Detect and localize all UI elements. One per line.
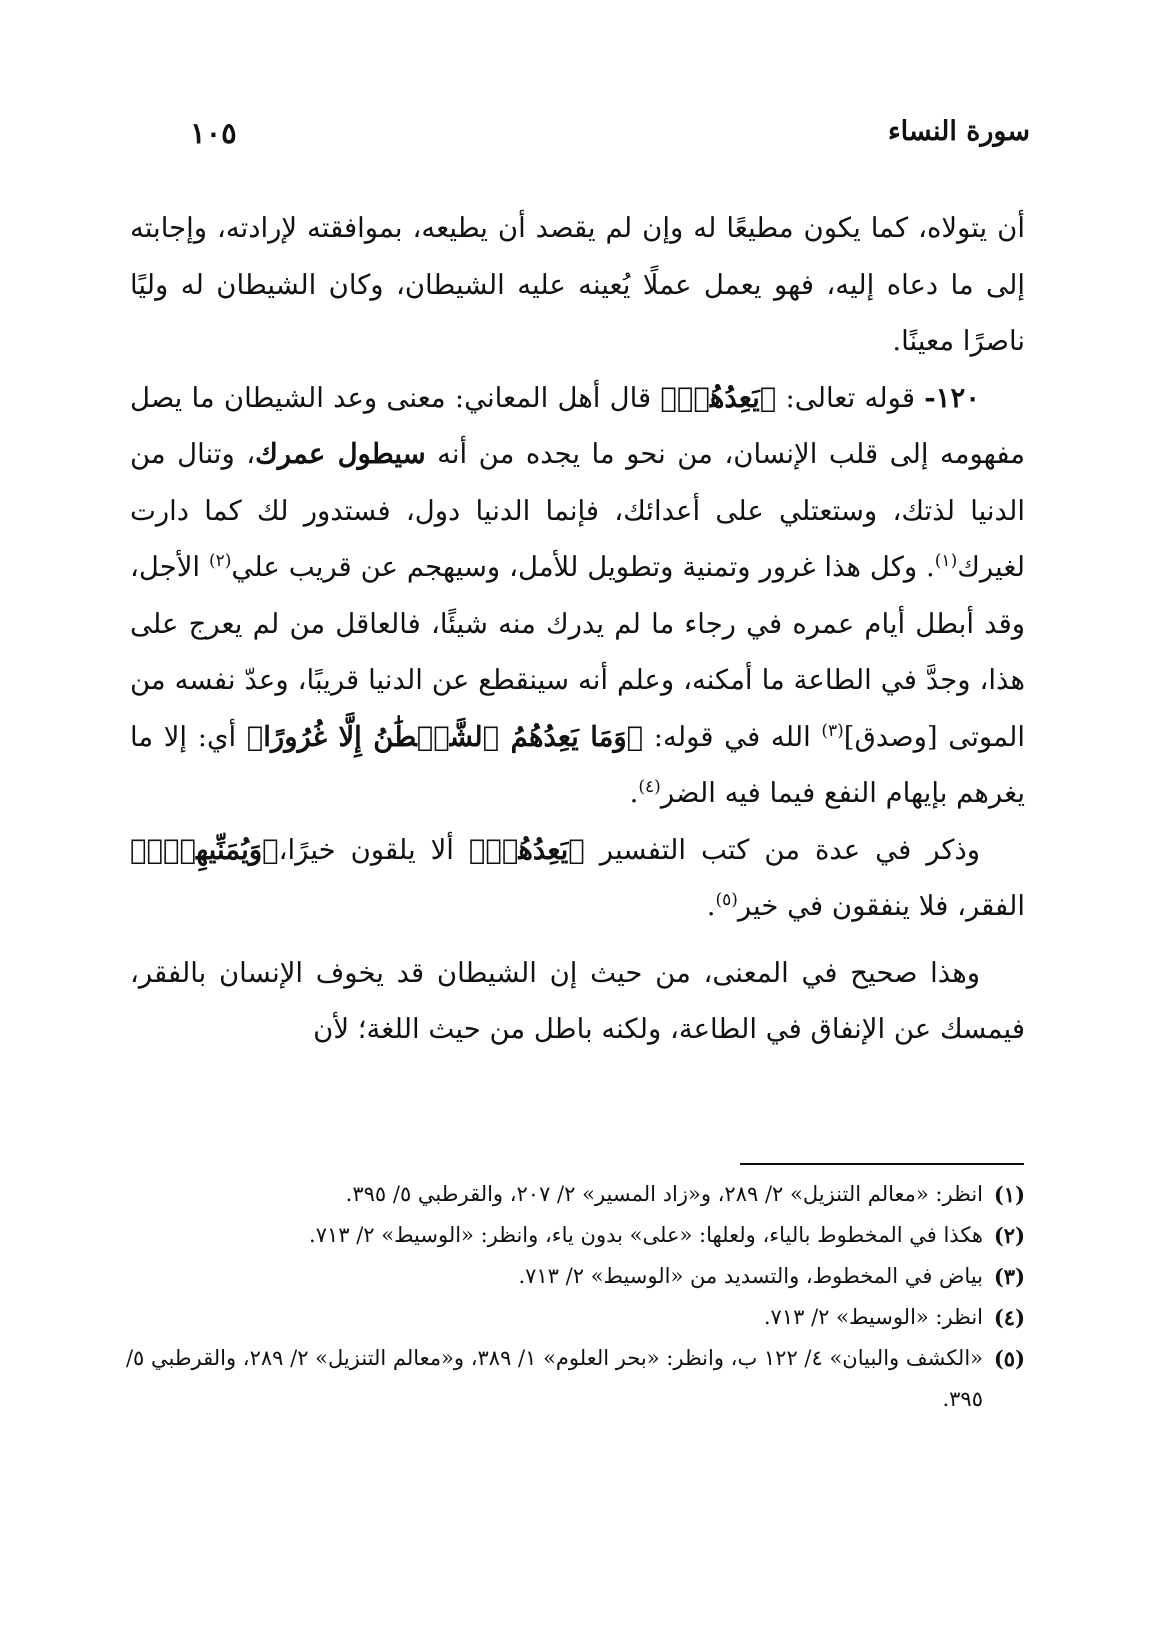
footnote-marker: (٢) (993, 1223, 1025, 1248)
footnote-text: «الكشف والبيان» ٤/ ١٢٢ ب، وانظر: «بحر العلوم» ١/ ٣٨٩، و«معالم التنزيل» ٢/ ٢٨٩، والقرطبي ٥/ ٣٩٥. (125, 1346, 983, 1411)
footnote-ref-3[interactable]: (٣) (821, 720, 844, 741)
footnote-marker: (١) (993, 1182, 1025, 1207)
footnote-marker: (٥) (993, 1346, 1025, 1371)
paragraph-1: أن يتولاه، كما يكون مطيعًا له وإن لم يقصد أن يطيعه، بموافقته لإرادته، وإجابته إلى ما دعاه إليه، فهو يعمل عملًا يُعينه عليه الشيطان، وكان الشيطان له وليًا ناصرًا معينًا. (130, 212, 1025, 357)
quran-quote: ﴿يَعِدُهُمۡ﴾ (660, 381, 777, 414)
text-span: أي: إلا ما يغرهم بإيهام النفع فيما فيه الضر (130, 720, 1025, 809)
text-span: وذكر في عدة من كتب التفسير (599, 833, 980, 866)
text-span: قوله تعالى: (785, 381, 916, 414)
text-span: ألا يلقون خيرًا، (278, 833, 454, 866)
paragraph-2 (130, 370, 1025, 822)
text-span: الفقر، فلا ينفقون في خير (737, 890, 1025, 922)
running-header (190, 116, 1030, 160)
footnote-text: انظر: «الوسيط» ٢/ ٧١٣. (763, 1305, 983, 1329)
footnotes (120, 1174, 1025, 1420)
quran-quote: ﴿وَيُمَنِّيهِمۡۖ﴾ (130, 833, 279, 866)
footnote-4 (120, 1297, 1025, 1338)
footnote-separator (740, 1163, 1024, 1165)
footnote-ref-2[interactable]: (٢) (208, 550, 232, 571)
footnote-ref-5[interactable]: (٥) (715, 889, 738, 910)
footnote-text: انظر: «معالم التنزيل» ٢/ ٢٨٩، و«زاد المسير» ٢/ ٢٠٧، والقرطبي ٥/ ٣٩٥. (345, 1182, 983, 1206)
footnote-marker: (٣) (993, 1264, 1025, 1289)
footnote-2 (120, 1215, 1025, 1256)
quran-quote: ﴿يَعِدُهُمۡ﴾ (468, 833, 585, 866)
text-span: . (706, 890, 716, 922)
text-span: قال أهل المعاني: معنى وعد الشيطان ما يصل مفهومه إلى قلب الإنسان، من نحو ما يجده من أنه (130, 381, 1025, 470)
footnote-ref-1[interactable]: (١) (934, 550, 958, 571)
quran-quote: ﴿وَمَا يَعِدُهُمُ ٱلشَّيۡطَٰنُ إِلَّا غُرُورًا﴾ (246, 720, 644, 753)
text-span: الله في قوله: (653, 720, 811, 753)
text-span: ، وتنال من الدنيا لذتك، وستعتلي على أعدائك، فإنما الدنيا دول، فستدور لك كما دارت لغيرك (130, 438, 1025, 583)
main-text (130, 200, 1025, 1058)
text-span: . (629, 777, 639, 809)
paragraph-3 (130, 822, 1025, 935)
footnote-marker: (٤) (993, 1305, 1025, 1330)
footnote-text: هكذا في المخطوط بالياء، ولعلها: «على» بدون ياء، وانظر: «الوسيط» ٢/ ٧١٣. (309, 1223, 983, 1247)
paragraph-4: وهذا صحيح في المعنى، من حيث إن الشيطان قد يخوف الإنسان بالفقر، فيمسك عن الإنفاق في الطاعة، ولكنه باطل من حيث اللغة؛ لأن (130, 956, 1025, 1045)
footnote-1 (120, 1174, 1025, 1215)
text-span: . وكل هذا غرور وتمنية وتطويل للأمل، وسيهجم عن قريب علي (231, 551, 935, 583)
footnote-text: بياض في المخطوط، والتسديد من «الوسيط» ٢/ ٧١٣. (518, 1264, 983, 1288)
verse-number: ١٢٠- (924, 381, 980, 414)
footnote-ref-4[interactable]: (٤) (638, 776, 661, 797)
footnote-3 (120, 1256, 1025, 1297)
text-span: الأجل، وقد أبطل أيام عمره في رجاء ما لم يدرك منه شيئًا، فالعاقل من لم يعرج على هذا، وجدَّ في الطاعة ما أمكنه، وعلم أنه سينقطع عن الدنيا قريبًا، وعدّ نفسه من الموتى [وصدق] (130, 551, 1025, 753)
page-number: ١٠٥ (190, 116, 237, 150)
footnote-5 (120, 1338, 1025, 1420)
surah-title: سورة النساء (887, 116, 1030, 147)
text-span-bold: سيطول عمرك (255, 438, 426, 470)
